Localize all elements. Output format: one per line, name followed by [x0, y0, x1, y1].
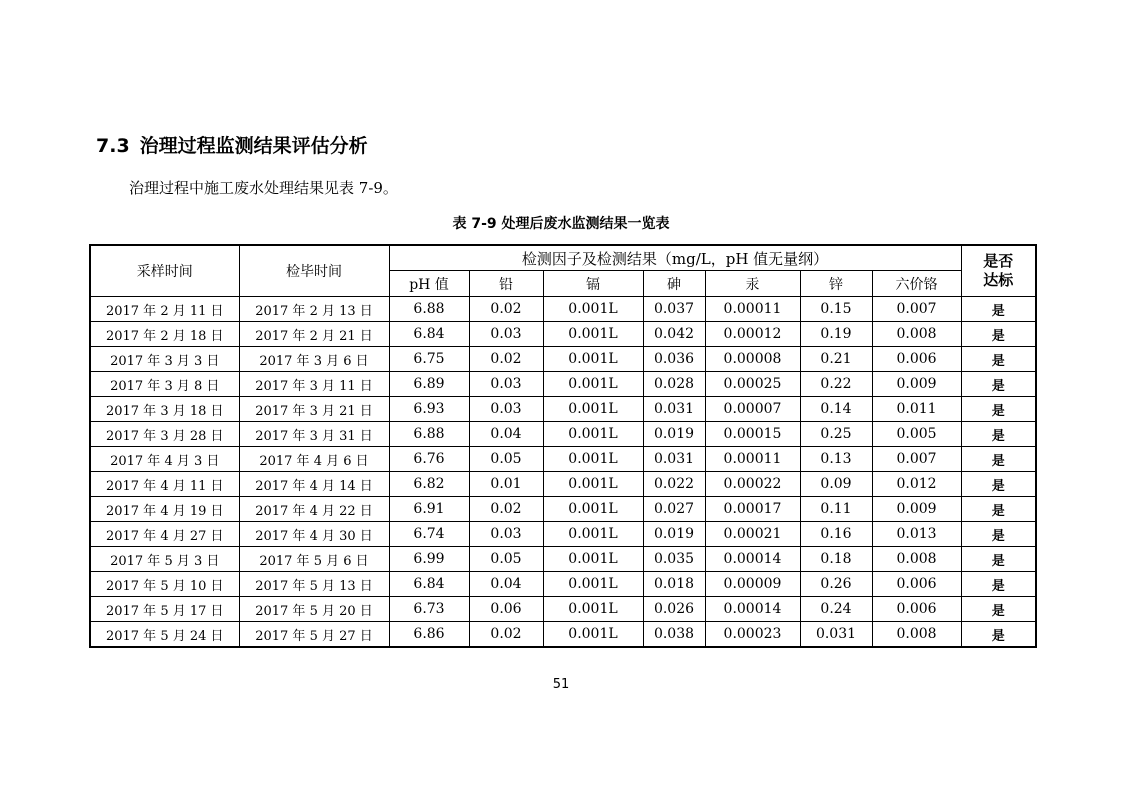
- cell-arsenic: 0.026: [643, 597, 705, 622]
- cell-ph: 6.76: [389, 447, 469, 472]
- cell-mercury: 0.00008: [705, 347, 800, 372]
- cell-lead: 0.05: [469, 547, 543, 572]
- cell-lead: 0.03: [469, 397, 543, 422]
- cell-inspection-time: 2017 年 5 月 20 日: [239, 597, 389, 622]
- cell-chromium-vi: 0.009: [872, 497, 961, 522]
- section-title: 治理过程监测结果评估分析: [139, 135, 368, 157]
- cell-pass: 是: [961, 372, 1036, 397]
- cell-ph: 6.91: [389, 497, 469, 522]
- cell-pass: 是: [961, 447, 1036, 472]
- cell-cadmium: 0.001L: [543, 422, 643, 447]
- cell-zinc: 0.25: [800, 422, 872, 447]
- cell-chromium-vi: 0.008: [872, 547, 961, 572]
- cell-sampling-time: 2017 年 4 月 27 日: [90, 522, 239, 547]
- cell-arsenic: 0.022: [643, 472, 705, 497]
- cell-mercury: 0.00023: [705, 622, 800, 648]
- table-row: [90, 397, 1036, 422]
- cell-sampling-time: 2017 年 5 月 17 日: [90, 597, 239, 622]
- section-heading: [96, 131, 368, 158]
- cell-cadmium: 0.001L: [543, 447, 643, 472]
- cell-pass: 是: [961, 597, 1036, 622]
- table-row: [90, 522, 1036, 547]
- cell-lead: 0.02: [469, 497, 543, 522]
- cell-mercury: 0.00022: [705, 472, 800, 497]
- header-factor-zinc: 锌: [800, 271, 872, 297]
- cell-arsenic: 0.038: [643, 622, 705, 648]
- cell-zinc: 0.22: [800, 372, 872, 397]
- page-number: 51: [552, 677, 570, 692]
- header-inspection-time: 检毕时间: [239, 245, 389, 297]
- cell-mercury: 0.00011: [705, 447, 800, 472]
- cell-lead: 0.03: [469, 322, 543, 347]
- header-pass: [961, 245, 1036, 297]
- cell-ph: 6.88: [389, 422, 469, 447]
- header-factor-lead: 铅: [469, 271, 543, 297]
- cell-zinc: 0.11: [800, 497, 872, 522]
- cell-inspection-time: 2017 年 3 月 6 日: [239, 347, 389, 372]
- cell-chromium-vi: 0.006: [872, 572, 961, 597]
- monitoring-results-table: [89, 244, 1037, 648]
- cell-zinc: 0.24: [800, 597, 872, 622]
- cell-sampling-time: 2017 年 3 月 3 日: [90, 347, 239, 372]
- cell-arsenic: 0.028: [643, 372, 705, 397]
- cell-pass: 是: [961, 397, 1036, 422]
- cell-lead: 0.02: [469, 622, 543, 648]
- cell-pass: 是: [961, 572, 1036, 597]
- cell-inspection-time: 2017 年 4 月 30 日: [239, 522, 389, 547]
- header-factor-arsenic: 砷: [643, 271, 705, 297]
- table-caption: 表 7-9 处理后废水监测结果一览表: [452, 216, 670, 232]
- cell-mercury: 0.00025: [705, 372, 800, 397]
- table-row: [90, 347, 1036, 372]
- cell-mercury: 0.00011: [705, 297, 800, 322]
- cell-ph: 6.84: [389, 322, 469, 347]
- table-row: [90, 322, 1036, 347]
- cell-sampling-time: 2017 年 2 月 18 日: [90, 322, 239, 347]
- cell-sampling-time: 2017 年 5 月 3 日: [90, 547, 239, 572]
- cell-arsenic: 0.036: [643, 347, 705, 372]
- cell-arsenic: 0.031: [643, 397, 705, 422]
- table-row: [90, 372, 1036, 397]
- cell-mercury: 0.00021: [705, 522, 800, 547]
- intro-paragraph: 治理过程中施工废水处理结果见表 7-9。: [129, 179, 398, 197]
- table-row: [90, 422, 1036, 447]
- cell-inspection-time: 2017 年 5 月 13 日: [239, 572, 389, 597]
- cell-inspection-time: 2017 年 2 月 21 日: [239, 322, 389, 347]
- header-factor-chromium-vi: 六价铬: [872, 271, 961, 297]
- cell-ph: 6.84: [389, 572, 469, 597]
- cell-lead: 0.03: [469, 522, 543, 547]
- cell-chromium-vi: 0.006: [872, 597, 961, 622]
- cell-lead: 0.03: [469, 372, 543, 397]
- cell-zinc: 0.031: [800, 622, 872, 648]
- cell-chromium-vi: 0.012: [872, 472, 961, 497]
- header-pass-line1: 是否: [983, 252, 1014, 270]
- cell-ph: 6.93: [389, 397, 469, 422]
- header-factor-cadmium: 镉: [543, 271, 643, 297]
- cell-chromium-vi: 0.009: [872, 372, 961, 397]
- cell-mercury: 0.00009: [705, 572, 800, 597]
- cell-sampling-time: 2017 年 3 月 28 日: [90, 422, 239, 447]
- cell-inspection-time: 2017 年 5 月 27 日: [239, 622, 389, 648]
- cell-zinc: 0.14: [800, 397, 872, 422]
- cell-inspection-time: 2017 年 3 月 11 日: [239, 372, 389, 397]
- cell-mercury: 0.00017: [705, 497, 800, 522]
- cell-cadmium: 0.001L: [543, 397, 643, 422]
- table-row: [90, 447, 1036, 472]
- cell-sampling-time: 2017 年 3 月 18 日: [90, 397, 239, 422]
- cell-chromium-vi: 0.007: [872, 297, 961, 322]
- cell-sampling-time: 2017 年 4 月 11 日: [90, 472, 239, 497]
- cell-arsenic: 0.019: [643, 522, 705, 547]
- cell-lead: 0.06: [469, 597, 543, 622]
- cell-inspection-time: 2017 年 5 月 6 日: [239, 547, 389, 572]
- cell-pass: 是: [961, 322, 1036, 347]
- table-row: [90, 622, 1036, 648]
- cell-inspection-time: 2017 年 3 月 21 日: [239, 397, 389, 422]
- cell-sampling-time: 2017 年 4 月 3 日: [90, 447, 239, 472]
- cell-chromium-vi: 0.011: [872, 397, 961, 422]
- cell-pass: 是: [961, 297, 1036, 322]
- cell-mercury: 0.00014: [705, 597, 800, 622]
- cell-lead: 0.02: [469, 297, 543, 322]
- cell-arsenic: 0.019: [643, 422, 705, 447]
- cell-chromium-vi: 0.006: [872, 347, 961, 372]
- table-row: [90, 472, 1036, 497]
- cell-zinc: 0.13: [800, 447, 872, 472]
- cell-ph: 6.75: [389, 347, 469, 372]
- cell-mercury: 0.00014: [705, 547, 800, 572]
- cell-pass: 是: [961, 522, 1036, 547]
- cell-pass: 是: [961, 497, 1036, 522]
- cell-cadmium: 0.001L: [543, 472, 643, 497]
- header-pass-line2: 达标: [983, 271, 1014, 289]
- cell-zinc: 0.18: [800, 547, 872, 572]
- cell-chromium-vi: 0.005: [872, 422, 961, 447]
- cell-mercury: 0.00012: [705, 322, 800, 347]
- cell-inspection-time: 2017 年 2 月 13 日: [239, 297, 389, 322]
- cell-lead: 0.02: [469, 347, 543, 372]
- cell-cadmium: 0.001L: [543, 297, 643, 322]
- cell-mercury: 0.00007: [705, 397, 800, 422]
- cell-inspection-time: 2017 年 4 月 22 日: [239, 497, 389, 522]
- cell-inspection-time: 2017 年 4 月 6 日: [239, 447, 389, 472]
- cell-cadmium: 0.001L: [543, 522, 643, 547]
- cell-lead: 0.04: [469, 572, 543, 597]
- cell-ph: 6.89: [389, 372, 469, 397]
- cell-chromium-vi: 0.013: [872, 522, 961, 547]
- cell-cadmium: 0.001L: [543, 372, 643, 397]
- header-factor-group: 检测因子及检测结果（mg/L，pH 值无量纲）: [389, 245, 961, 271]
- table-body: [90, 297, 1036, 648]
- header-factor-ph: pH 值: [389, 271, 469, 297]
- header-factor-mercury: 汞: [705, 271, 800, 297]
- cell-cadmium: 0.001L: [543, 597, 643, 622]
- cell-pass: 是: [961, 547, 1036, 572]
- cell-sampling-time: 2017 年 2 月 11 日: [90, 297, 239, 322]
- cell-zinc: 0.16: [800, 522, 872, 547]
- cell-lead: 0.04: [469, 422, 543, 447]
- cell-arsenic: 0.031: [643, 447, 705, 472]
- cell-cadmium: 0.001L: [543, 547, 643, 572]
- cell-lead: 0.01: [469, 472, 543, 497]
- cell-ph: 6.99: [389, 547, 469, 572]
- cell-pass: 是: [961, 622, 1036, 648]
- header-sampling-time: 采样时间: [90, 245, 239, 297]
- cell-pass: 是: [961, 347, 1036, 372]
- cell-chromium-vi: 0.008: [872, 322, 961, 347]
- cell-pass: 是: [961, 472, 1036, 497]
- table-row: [90, 297, 1036, 322]
- cell-sampling-time: 2017 年 5 月 24 日: [90, 622, 239, 648]
- cell-zinc: 0.26: [800, 572, 872, 597]
- cell-zinc: 0.21: [800, 347, 872, 372]
- cell-chromium-vi: 0.008: [872, 622, 961, 648]
- cell-ph: 6.82: [389, 472, 469, 497]
- cell-lead: 0.05: [469, 447, 543, 472]
- cell-sampling-time: 2017 年 3 月 8 日: [90, 372, 239, 397]
- cell-cadmium: 0.001L: [543, 572, 643, 597]
- cell-zinc: 0.09: [800, 472, 872, 497]
- cell-arsenic: 0.035: [643, 547, 705, 572]
- cell-cadmium: 0.001L: [543, 622, 643, 648]
- cell-ph: 6.73: [389, 597, 469, 622]
- cell-sampling-time: 2017 年 4 月 19 日: [90, 497, 239, 522]
- cell-chromium-vi: 0.007: [872, 447, 961, 472]
- cell-inspection-time: 2017 年 4 月 14 日: [239, 472, 389, 497]
- cell-arsenic: 0.027: [643, 497, 705, 522]
- cell-cadmium: 0.001L: [543, 497, 643, 522]
- cell-zinc: 0.15: [800, 297, 872, 322]
- cell-arsenic: 0.018: [643, 572, 705, 597]
- cell-inspection-time: 2017 年 3 月 31 日: [239, 422, 389, 447]
- table-row: [90, 597, 1036, 622]
- cell-cadmium: 0.001L: [543, 322, 643, 347]
- table-row: [90, 547, 1036, 572]
- section-number: 7.3: [96, 135, 130, 157]
- cell-ph: 6.74: [389, 522, 469, 547]
- cell-cadmium: 0.001L: [543, 347, 643, 372]
- cell-mercury: 0.00015: [705, 422, 800, 447]
- cell-sampling-time: 2017 年 5 月 10 日: [90, 572, 239, 597]
- cell-zinc: 0.19: [800, 322, 872, 347]
- cell-ph: 6.86: [389, 622, 469, 648]
- cell-ph: 6.88: [389, 297, 469, 322]
- cell-arsenic: 0.042: [643, 322, 705, 347]
- cell-pass: 是: [961, 422, 1036, 447]
- table-row: [90, 497, 1036, 522]
- cell-arsenic: 0.037: [643, 297, 705, 322]
- table-row: [90, 572, 1036, 597]
